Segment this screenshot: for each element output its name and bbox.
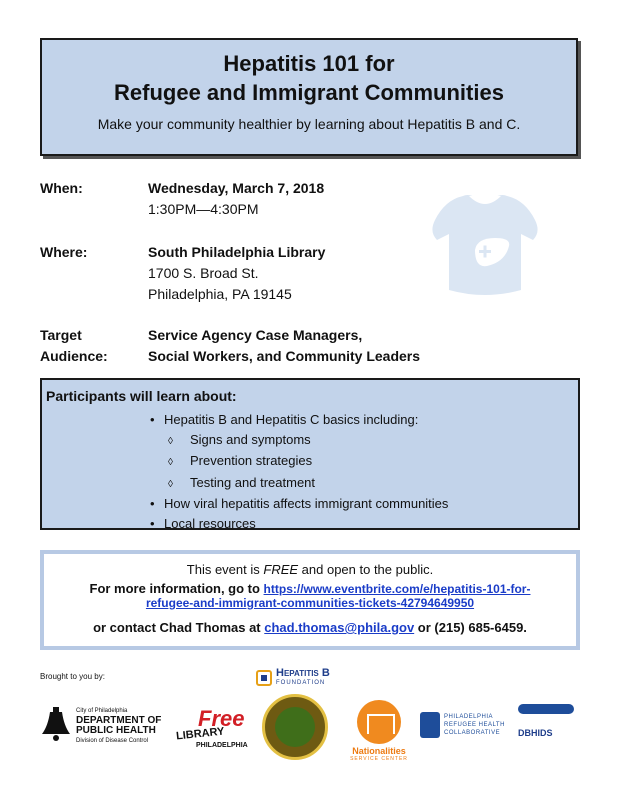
liberty-bell-icon [40, 706, 72, 742]
liver-body-icon [425, 190, 545, 300]
header-box [40, 38, 578, 156]
seal-center-icon [275, 707, 315, 747]
list-subitem [150, 430, 448, 452]
list-item [150, 410, 448, 430]
audience-label-line2: Audience: [40, 348, 108, 364]
audience-value [148, 325, 488, 367]
list-item-text: Hepatitis B and Hepatitis C basics including: [164, 412, 419, 427]
list-item-text: Local resources [164, 515, 256, 531]
free-notice [44, 562, 576, 577]
library-city-text: PHILADELPHIA [196, 742, 248, 749]
event-time: 1:30PM—4:30PM [148, 201, 259, 217]
list-subitem-text: Prevention strategies [190, 453, 313, 468]
hepb-foundation-logo [256, 668, 330, 688]
list-item-text: How viral hepatitis affects immigrant communities [164, 496, 449, 511]
liberty-bell-blue-icon [420, 712, 440, 738]
where-label: Where: [40, 244, 88, 260]
dph-city: City of Philadelphia [76, 708, 128, 714]
free-word: FREE [263, 562, 299, 577]
dph-line2: PUBLIC HEALTH [76, 725, 156, 736]
event-info-box [40, 550, 580, 650]
list-item [150, 514, 448, 534]
contact-prefix: or contact Chad Thomas at [93, 620, 265, 635]
dbhids-name: DBHIDS [518, 728, 553, 738]
contact-suffix: or (215) 685-6459. [414, 620, 527, 635]
nationalities-logo [344, 700, 414, 762]
nationalities-sub: SERVICE CENTER [350, 756, 408, 762]
info-prefix: For more information, go to [89, 581, 264, 596]
contact-line [44, 620, 576, 635]
event-date: Wednesday, March 7, 2018 [148, 180, 325, 196]
learn-heading: Participants will learn about: [46, 388, 237, 404]
hepb-text [276, 668, 330, 688]
dph-text [76, 706, 161, 746]
subtitle: Make your community healthier by learning about Hepatitis B and C. [97, 116, 521, 132]
audience-line1: Service Agency Case Managers, [148, 327, 363, 343]
list-item [150, 494, 448, 514]
venue-name: South Philadelphia Library [148, 244, 326, 260]
when-label: When: [40, 180, 83, 196]
health-department-logo [40, 706, 161, 746]
free-library-logo [176, 706, 246, 754]
prhc-line1: PHILADELPHIA [444, 714, 494, 720]
dph-line3: Division of Disease Control [76, 738, 149, 744]
brought-by-label: Brought to you by: [40, 672, 105, 681]
library-free-text: Free [198, 706, 245, 731]
hepb-mark-icon [256, 670, 272, 686]
refugee-health-collaborative-logo [420, 712, 505, 738]
hepb-sub: FOUNDATION [276, 680, 326, 686]
dph-line1: DEPARTMENT OF [76, 715, 162, 726]
list-subitem-text: Signs and symptoms [190, 431, 311, 447]
nationalities-sun-icon [357, 700, 401, 744]
address-line1: 1700 S. Broad St. [148, 265, 259, 281]
dbhids-logo [518, 704, 574, 738]
prhc-text [444, 713, 505, 737]
prhc-line2: REFUGEE HEALTH [444, 722, 505, 728]
list-subitem-text: Testing and treatment [190, 474, 316, 490]
title-line1: Hepatitis 101 for [223, 51, 395, 76]
nationalities-name: Nationalities [352, 746, 406, 756]
audience-line2: Social Workers, and Community Leaders [148, 348, 421, 364]
eventbrite-link[interactable]: https://www.eventbrite.com/e/hepatitis-101-for- [263, 582, 531, 596]
info-line [44, 581, 576, 596]
address-line2: Philadelphia, PA 19145 [148, 286, 292, 302]
list-subitem [150, 451, 448, 473]
free-prefix: This event is [186, 562, 264, 577]
list-subitem [150, 473, 448, 495]
title-line2: Refugee and Immigrant Communities [114, 80, 504, 105]
community-seal-logo [262, 694, 328, 760]
dbhids-banner-icon [518, 704, 574, 714]
free-suffix: and open to the public. [298, 562, 434, 577]
prhc-line3: COLLABORATIVE [444, 730, 501, 736]
eventbrite-link-continued[interactable]: refugee-and-immigrant-communities-tickets-42794649950 [145, 596, 475, 610]
audience-label [40, 325, 150, 367]
audience-label-line1: Target [40, 327, 82, 343]
hepb-name: Hepatitis B [276, 667, 330, 679]
email-link[interactable]: chad.thomas@phila.gov [264, 620, 415, 635]
learn-list [150, 410, 448, 533]
learn-box [40, 378, 580, 530]
library-text: LIBRARY [175, 725, 225, 743]
